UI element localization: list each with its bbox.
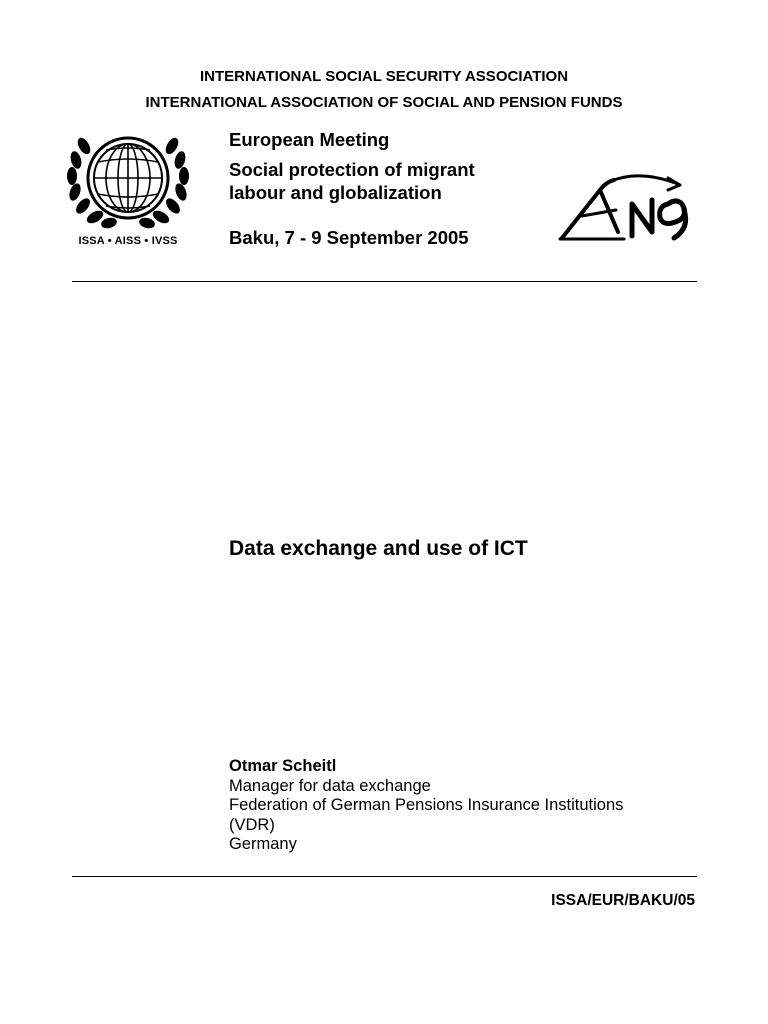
organization-title-issa: INTERNATIONAL SOCIAL SECURITY ASSOCIATION <box>199 68 569 85</box>
meeting-theme-line-1: Social protection of migrant <box>229 159 475 180</box>
issa-logo-caption: ISSA • AISS • IVSS <box>78 235 178 247</box>
document-reference: ISSA/EUR/BAKU/05 <box>551 892 695 909</box>
author-block <box>229 757 623 855</box>
header-divider <box>72 281 697 282</box>
author-position: Manager for data exchange <box>229 776 431 795</box>
author-organization-line-2: (VDR) <box>229 815 275 834</box>
meeting-theme-line-2: labour and globalization <box>229 182 442 203</box>
meeting-label: European Meeting <box>229 129 390 150</box>
globe-wreath-emblem-icon <box>62 124 194 232</box>
document-title: Data exchange and use of ICT <box>229 537 528 560</box>
organization-title-iaspf: INTERNATIONAL ASSOCIATION OF SOCIAL AND PENSION FUNDS <box>145 94 623 111</box>
issa-logo <box>62 124 194 254</box>
stylized-script-monogram-icon <box>556 170 706 250</box>
footer-divider <box>72 876 697 877</box>
author-organization-line-1: Federation of German Pensions Insurance Institutions <box>229 796 624 814</box>
author-country: Germany <box>229 835 297 853</box>
author-name: Otmar Scheitl <box>229 757 337 775</box>
meeting-location-date: Baku, 7 - 9 September 2005 <box>229 227 469 248</box>
iaspf-logo <box>556 170 706 250</box>
